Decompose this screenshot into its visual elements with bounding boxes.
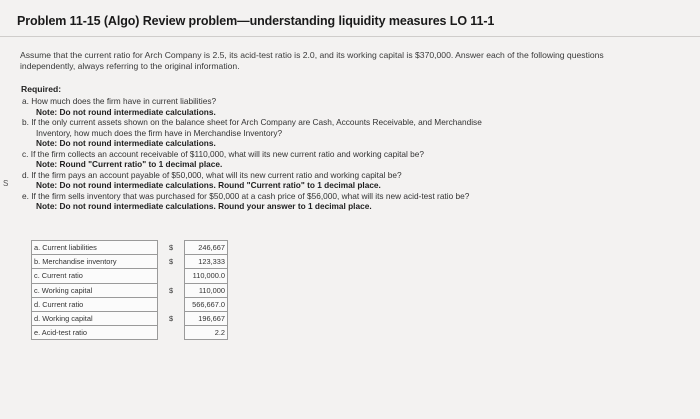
table-row	[32, 283, 228, 297]
answer-input[interactable]: 110,000	[185, 283, 228, 297]
row-label: c. Current ratio	[32, 269, 158, 283]
dollar-sign: $	[168, 314, 174, 324]
required-item-b	[22, 117, 622, 149]
answer-input[interactable]: 196,667	[185, 311, 228, 325]
problem-intro: Assume that the current ratio for Arch Company is 2.5, its acid-test ratio is 2.0, and its working capital is $370,000. Answer each of the following questions independently, always referring to the original information.	[20, 50, 604, 71]
question-text: b. If the only current assets shown on the balance sheet for Arch Company are Cash, Accounts Receivable, and Merchandise	[22, 117, 482, 127]
row-label: b. Merchandise inventory	[32, 255, 158, 269]
answer-input[interactable]: 566,667.0	[185, 297, 228, 311]
dollar-sign: $	[168, 243, 174, 253]
row-label: d. Working capital	[32, 311, 158, 325]
question-note: Note: Round "Current ratio" to 1 decimal place.	[36, 159, 223, 169]
table-row	[32, 311, 228, 325]
answer-input[interactable]: 123,333	[185, 255, 228, 269]
table-row	[32, 326, 228, 340]
question-note: Note: Do not round intermediate calculations. Round your answer to 1 decimal place.	[36, 201, 372, 211]
problem-title: Problem 11-15 (Algo) Review problem—understanding liquidity measures LO 11-1	[17, 14, 495, 28]
question-text-continued: Inventory, how much does the firm have in Merchandise Inventory?	[36, 127, 283, 138]
dollar-sign: $	[168, 285, 174, 295]
dollar-sign: $	[168, 257, 174, 267]
question-text: a. How much does the firm have in current liabilities?	[22, 96, 217, 106]
question-note: Note: Do not round intermediate calculations.	[36, 138, 216, 148]
dollar-sign	[158, 269, 185, 283]
dollar-sign	[158, 326, 185, 340]
required-list	[22, 96, 622, 212]
question-text: e. If the firm sells inventory that was purchased for $50,000 at a cash price of $56,000, what will its new acid-test ratio be?	[22, 190, 470, 201]
question-note: Note: Do not round intermediate calculations. Round "Current ratio" to 1 decimal place.	[36, 180, 381, 190]
answer-table	[31, 240, 228, 340]
row-label: a. Current liabilities	[32, 241, 158, 255]
table-row	[32, 241, 228, 255]
required-label: Required:	[21, 84, 62, 94]
row-label: d. Current ratio	[32, 297, 158, 311]
question-note: Note: Do not round intermediate calculations.	[36, 106, 216, 117]
required-item-d	[22, 170, 622, 191]
required-item-a	[22, 96, 622, 117]
answer-input[interactable]: 110,000.0	[185, 269, 228, 283]
row-label: e. Acid-test ratio	[32, 326, 158, 340]
row-label: c. Working capital	[32, 283, 158, 297]
question-text: c. If the firm collects an account receivable of $110,000, what will its new current ratio and working capital be?	[22, 148, 424, 159]
required-item-c	[22, 149, 622, 170]
dollar-sign	[158, 297, 185, 311]
question-text: d. If the firm pays an account payable of $50,000, what will its new current ratio and working capital be?	[22, 169, 402, 180]
table-row	[32, 269, 228, 283]
table-row	[32, 255, 228, 269]
answer-input[interactable]: 246,667	[185, 241, 228, 255]
table-row	[32, 297, 228, 311]
required-item-e	[22, 191, 622, 212]
title-divider	[0, 36, 700, 37]
answer-input[interactable]: 2.2	[185, 326, 228, 340]
side-mark: S	[3, 179, 9, 188]
